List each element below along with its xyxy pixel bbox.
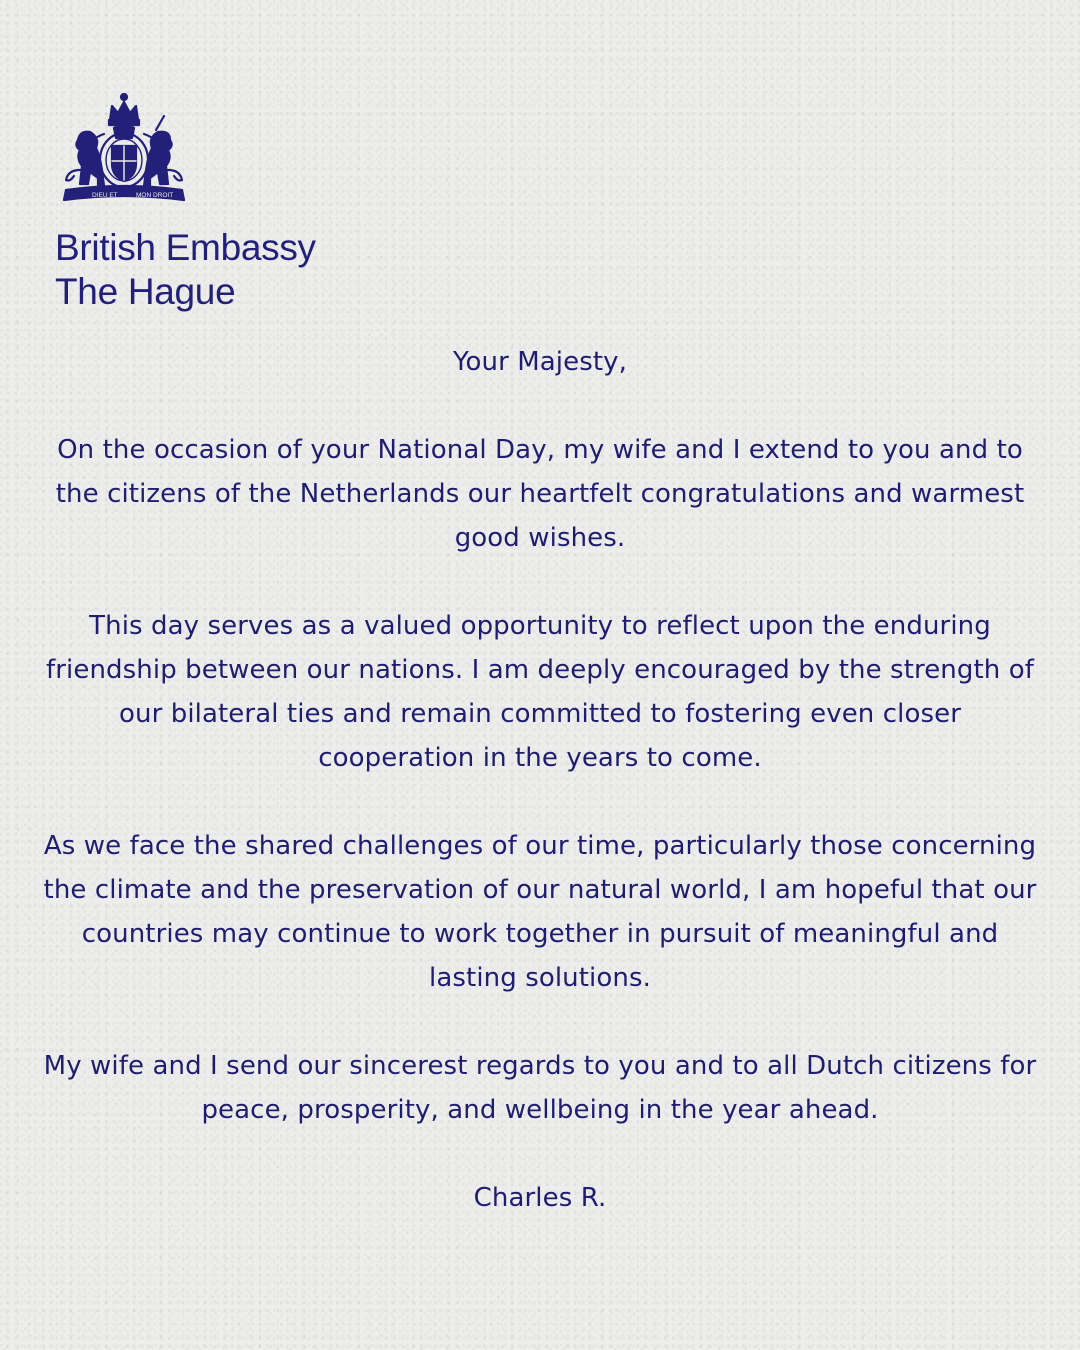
letter-signature: Charles R. (473, 1183, 607, 1213)
letter-paragraph-3: As we face the shared challenges of our time, particularly those concerning the climate and the preservation of our natural world, I am hopeful that our countries may continue to work together in pursuit of meaningful and lasting solutions. (43, 831, 1037, 993)
crest-motto-right: MON DROIT (136, 192, 174, 199)
letter-greeting: Your Majesty, (452, 347, 628, 377)
letter-paragraph-2: This day serves as a valued opportunity to reflect upon the enduring friendship between our nations. I am deeply encouraged by the strength of our bilateral ties and remain committed to fostering even closer cooperation in the years to come. (46, 611, 1034, 773)
embassy-name-line1: British Embassy (55, 227, 316, 268)
letter-paragraph-4: My wife and I send our sincerest regards to you and to all Dutch citizens for peace, prosperity, and wellbeing in the year ahead. (43, 1051, 1037, 1125)
letter-paragraph-1: On the occasion of your National Day, my wife and I extend to you and to the citizens of the Netherlands our heartfelt congratulations and warmest good wishes. (55, 435, 1025, 553)
embassy-name (55, 226, 316, 314)
embassy-name-line2: The Hague (55, 271, 236, 312)
royal-coat-of-arms-icon (52, 86, 196, 210)
letter-body (40, 340, 1040, 1220)
crest-motto-left: DIEU ET (92, 192, 118, 199)
